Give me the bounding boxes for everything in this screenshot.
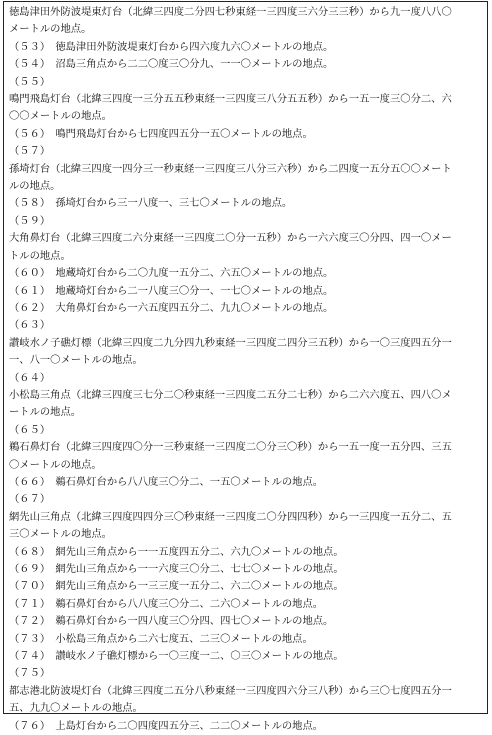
text-line: （５８） 孫埼灯台から三一八度一、三七〇メートルの地点。 [9, 197, 293, 210]
text-line: （７０） 網先山三角点から一三三度一五分二、六二〇メートルの地点。 [9, 580, 344, 593]
text-line: 一、八一〇メートルの地点。 [9, 354, 143, 367]
text-line: （７６） 上島灯台から二〇四度四五分三、二二〇メートルの地点。 [9, 719, 324, 732]
text-line: 徳島津田外防波堤東灯台（北緯三四度二分四七秒東経一三四度三六分三三秒）から九一度八八〇 [9, 6, 452, 18]
text-line: （６４） [9, 371, 51, 384]
document-frame [3, 1, 488, 732]
text-line: 鵜石鼻灯台（北緯三四度四〇分一三秒東経一三四度二〇分三〇秒）から一五一度一五分四、三五 [9, 441, 452, 454]
text-line: （７５） [9, 667, 51, 680]
text-line: 〇〇メートルの地点。 [9, 110, 112, 123]
text-line: （６９） 網先山三角点から一一六度三〇分二、七七〇メートルの地点。 [9, 563, 344, 575]
text-line: （７１） 鵜石鼻灯台から八八度三〇分二、二六〇メートルの地点。 [9, 597, 324, 610]
text-line: 鳴門飛島灯台（北緯三四度一三分五五秒東経一三四度三八分五五秒）から一五一度三〇分二、六 [9, 93, 452, 106]
text-line: （７２） 鵜石鼻灯台から一四八度三〇分四、四七〇メートルの地点。 [9, 615, 334, 628]
text-line: （６３） [9, 319, 51, 332]
text-line: （７４） 讃岐水ノ子礁灯標から一〇三度一二、〇三〇メートルの地点。 [9, 650, 344, 663]
text-line: （６５） [9, 423, 51, 436]
text-line: （５４） 沼島三角点から二二〇度三〇分九、一一〇メートルの地点。 [9, 58, 334, 71]
text-line: （６０） 地蔵埼灯台から二〇九度一五分二、六五〇メートルの地点。 [9, 267, 334, 280]
text-line: 小松島三角点（北緯三四度三七分二〇秒東経一三四度二五分二七秒）から二六六度五、四八〇メ [9, 388, 452, 401]
text-line: （６７） [9, 493, 51, 506]
document-body [9, 4, 482, 735]
text-line: 讃岐水ノ子礁灯標（北緯三四度二九分四九秒東経一三四度二四分三五秒）から一〇三度四五分一 [9, 336, 452, 349]
text-line: （５７） [9, 145, 51, 158]
text-line: （５６） 鳴門飛島灯台から七四度四五分一五〇メートルの地点。 [9, 127, 313, 140]
text-line: 網先山三角点（北緯三四度四四分三〇秒東経一三四度二〇分四四秒）から一三四度一五分二、五 [9, 510, 452, 523]
text-line: 三〇メートルの地点。 [9, 528, 112, 541]
text-line: 孫埼灯台（北緯三四度一四分三一秒東経一三四度三八分三六秒）から二四度一五分五〇〇メート [9, 162, 452, 175]
text-line: （６１） 地蔵埼灯台から二一八度三〇分一、一七〇メートルの地点。 [9, 284, 334, 297]
text-line: （６８） 網先山三角点から一一五度四五分二、六九〇メートルの地点。 [9, 545, 344, 558]
text-line: トルの地点。 [9, 249, 71, 262]
text-line: ルの地点。 [9, 180, 61, 193]
text-line: （６６） 鵜石鼻灯台から八八度三〇分二、一五〇メートルの地点。 [9, 475, 324, 488]
text-line: （５９） [9, 214, 51, 227]
text-line: 大角鼻灯台（北緯三四度二六分東経一三四度二〇分一五秒）から一六六度三〇分四、四一〇メー [9, 232, 452, 245]
text-line: （５５） [9, 75, 51, 88]
text-line: メートルの地点。 [9, 23, 92, 36]
text-line: 〇メートルの地点。 [9, 458, 102, 471]
text-line: （５３） 徳島津田外防波堤東灯台から四六度九六〇メートルの地点。 [9, 40, 334, 53]
text-line: 都志港北防波堤灯台（北緯三四度二五分八秒東経一三四度四六分三八秒）から三〇七度四五分一 [9, 684, 452, 697]
text-line: 五、九九〇メートルの地点。 [9, 702, 143, 715]
text-line: ートルの地点。 [9, 406, 82, 419]
text-line: （６２） 大角鼻灯台から一六五度四五分二、九九〇メートルの地点。 [9, 301, 334, 314]
text-line: （７３） 小松島三角点から二六七度五、二三〇メートルの地点。 [9, 632, 313, 645]
